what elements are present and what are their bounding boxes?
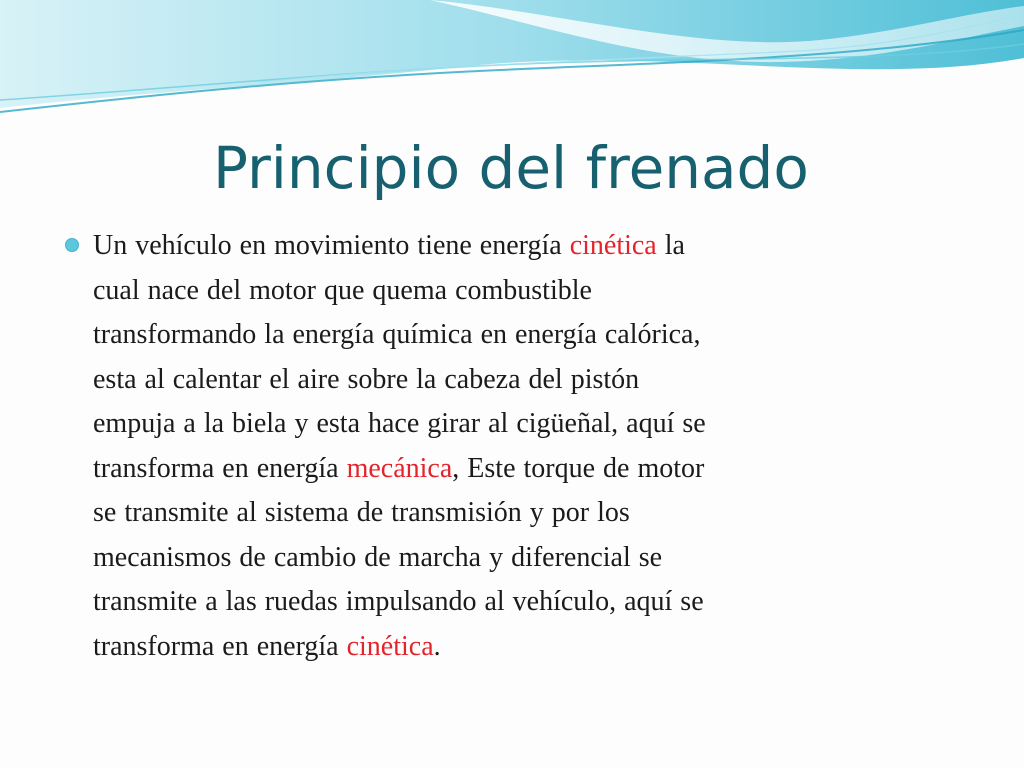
bullet-text [93, 224, 962, 669]
slide-content [62, 224, 962, 669]
text-segment: empuja a la biela y esta hace girar al cigüeñal, aquí se [93, 408, 706, 439]
text-segment: mecanismos de cambio de marcha y diferencial se [93, 541, 663, 573]
text-segment: la [656, 230, 685, 261]
slide-title: Principio del frenado [213, 134, 809, 202]
decorative-wave-header [0, 0, 1024, 140]
text-segment: se transmite al sistema de transmisión y por los [93, 497, 630, 528]
text-segment: Un vehículo en movimiento tiene energía [93, 230, 570, 261]
text-segment: transformando la energía química en energía calórica, [93, 319, 701, 350]
text-segment: esta al calentar el aire sobre la cabeza del pistón [93, 363, 640, 395]
highlighted-term: cinética [569, 230, 657, 261]
text-segment: . [433, 630, 441, 662]
highlighted-term: cinética [346, 630, 434, 662]
bullet-dot-icon [65, 238, 79, 252]
text-segment: , Este torque de motor [452, 452, 705, 484]
text-segment: transmite a las ruedas impulsando al vehículo, aquí se [93, 586, 704, 617]
text-segment: cual nace del motor que quema combustible [93, 274, 592, 306]
text-segment: transforma en energía [93, 452, 347, 484]
text-segment: transforma en energía [93, 630, 347, 662]
bullet-item [62, 224, 962, 669]
highlighted-term: mecánica [346, 452, 453, 484]
